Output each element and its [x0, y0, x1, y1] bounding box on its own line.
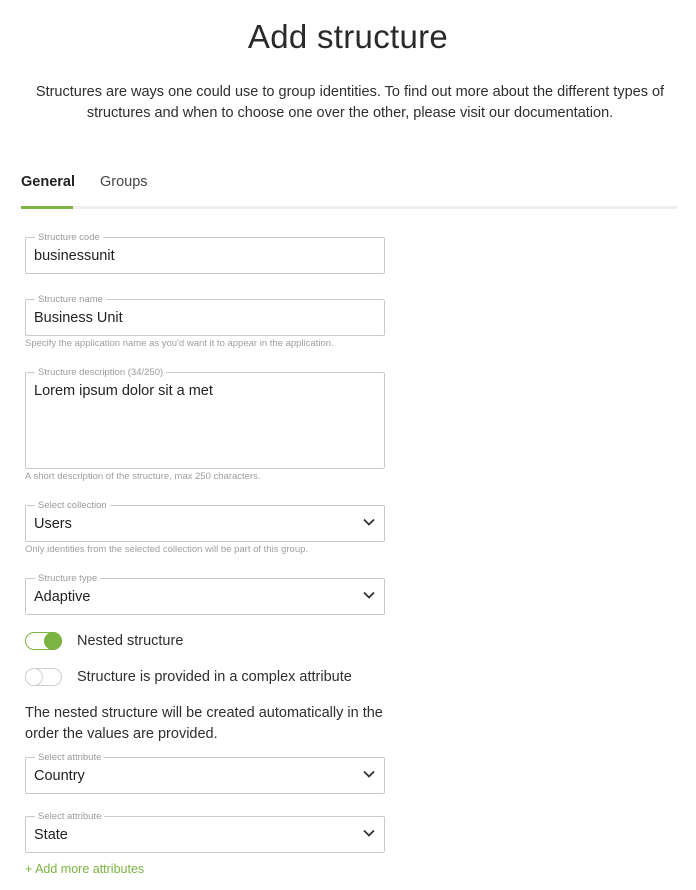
structure-type-label: Structure type: [35, 573, 100, 584]
structure-code-label: Structure code: [35, 232, 103, 243]
nested-structure-label: Nested structure: [77, 633, 184, 649]
structure-description-helper: A short description of the structure, max 250 characters.: [25, 471, 261, 482]
tab-groups[interactable]: Groups: [100, 174, 148, 190]
structure-name-value: Business Unit: [34, 310, 123, 326]
nested-structure-toggle[interactable]: [25, 632, 62, 650]
select-collection-label: Select collection: [35, 500, 110, 511]
chevron-down-icon: [363, 518, 375, 526]
complex-attribute-toggle[interactable]: [25, 668, 62, 686]
structure-description-field[interactable]: [25, 367, 385, 469]
intro-text: Structures are ways one could use to group identities. To find out more about the different types of structures and when to choose one over the other, please visit our documentation.: [35, 84, 665, 121]
select-attribute-dropdown-country[interactable]: [25, 752, 385, 794]
page-title: Add structure: [247, 18, 449, 55]
tab-bar-divider: [21, 206, 677, 209]
toggle-knob: [44, 632, 62, 650]
add-more-attributes-link[interactable]: + Add more attributes: [25, 862, 145, 876]
chevron-down-icon: [363, 829, 375, 837]
structure-type-dropdown[interactable]: [25, 573, 385, 615]
structure-code-value: businessunit: [34, 248, 115, 264]
active-tab-indicator: [21, 206, 73, 209]
structure-description-value: Lorem ipsum dolor sit a met: [34, 383, 213, 399]
structure-code-field[interactable]: [25, 232, 385, 274]
select-attribute-label: Select attribute: [35, 752, 104, 763]
structure-type-value: Adaptive: [34, 589, 91, 605]
structure-description-label: Structure description (34/250): [35, 367, 166, 378]
select-collection-dropdown[interactable]: [25, 500, 385, 542]
complex-attribute-label: Structure is provided in a complex attribute: [77, 669, 352, 685]
tab-general[interactable]: General: [21, 174, 75, 190]
chevron-down-icon: [363, 591, 375, 599]
select-collection-helper: Only identities from the selected collection will be part of this group.: [25, 544, 309, 555]
tab-bar: [21, 172, 677, 209]
structure-name-helper: Specify the application name as you'd want it to appear in the application.: [25, 338, 334, 349]
toggle-knob: [25, 668, 43, 686]
chevron-down-icon: [363, 770, 375, 778]
select-attribute-value: State: [34, 827, 68, 843]
nested-structure-note: The nested structure will be created automatically in the order the values are provided.: [25, 705, 383, 742]
structure-name-field[interactable]: [25, 294, 385, 336]
select-attribute-label: Select attribute: [35, 811, 104, 822]
select-attribute-value: Country: [34, 768, 85, 784]
structure-name-label: Structure name: [35, 294, 106, 305]
select-collection-value: Users: [34, 516, 72, 532]
select-attribute-dropdown-state[interactable]: [25, 811, 385, 853]
